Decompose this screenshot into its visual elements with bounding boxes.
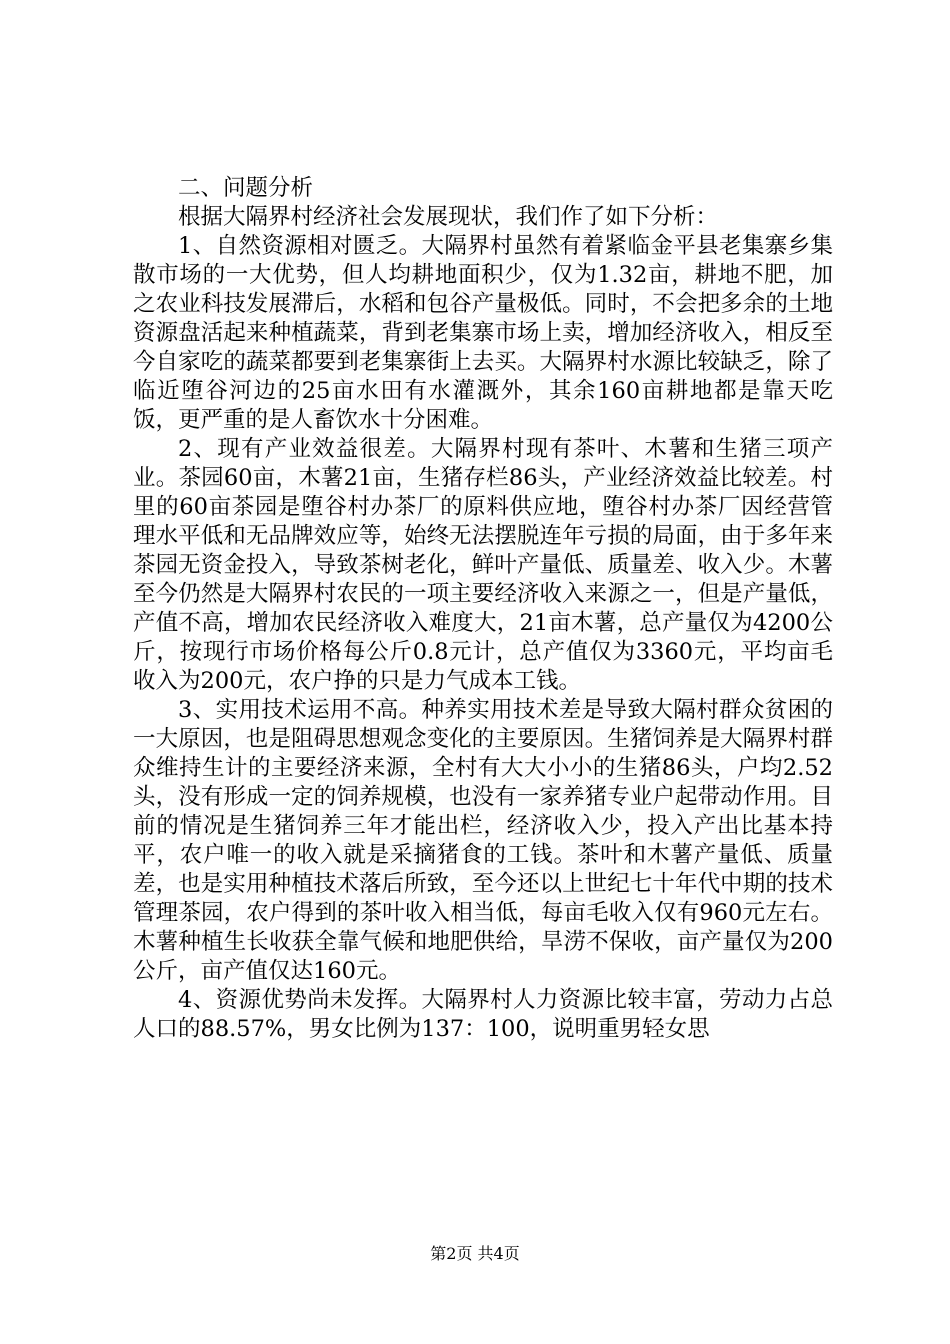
paragraph-industry-benefits: 2、现有产业效益很差。大隔界村现有茶叶、木薯和生猪三项产业。茶园60亩，木薯21亩，生猪存栏86头，产业经济效益比较差。村里的60亩茶园是堕谷村办茶厂的原料供应地，堕谷村办茶厂因经营管理水平低和无品牌效应等，始终无法摆脱连年亏损的局面，由于多年来茶园无资金投入，导致茶树老化，鲜叶产量低、质量差、收入少。木薯至今仍然是大隔界村农民的一项主要经济收入来源之一，但是产量低，产值不高，增加农民经济收入难度大，21亩木薯，总产量仅为4200公斤，按现行市场价格每公斤0.8元计，总产值仅为3360元，平均亩毛收入为200元，农户挣的只是力气成本工钱。 — [133, 436, 833, 694]
section-heading: 二、问题分析 — [178, 175, 314, 201]
paragraph-resource-advantages: 4、资源优势尚未发挥。大隔界村人力资源比较丰富，劳动力占总人口的88.57%，男女比例为137：100，说明重男轻女思 — [133, 987, 833, 1042]
page-footer: 第2页 共4页 — [430, 1244, 520, 1263]
paragraph-practical-technology: 3、实用技术运用不高。种养实用技术差是导致大隔村群众贫困的一大原因，也是阻碍思想观念变化的主要原因。生猪饲养是大隔界村群众维持生计的主要经济来源，全村有大大小小的生猪86头，户均2.52头，没有形成一定的饲养规模，也没有一家养猪专业户起带动作用。目前的情况是生猪饲养三年才能出栏，经济收入少，投入产出比基本持平，农户唯一的收入就是采摘猪食的工钱。茶叶和木薯产量低、质量差，也是实用种植技术落后所致，至今还以上世纪七十年代中期的技术管理茶园，农户得到的茶叶收入相当低，每亩毛收入仅有960元左右。木薯种植生长收获全靠气候和地肥供给，旱涝不保收，亩产量仅为200公斤，亩产值仅达160元。 — [133, 697, 833, 984]
document-body — [133, 174, 833, 1044]
intro-paragraph: 根据大隔界村经济社会发展现状，我们作了如下分析： — [178, 204, 719, 230]
paragraph-natural-resources: 1、自然资源相对匮乏。大隔界村虽然有着紧临金平县老集寨乡集散市场的一大优势，但人均耕地面积少，仅为1.32亩，耕地不肥，加之农业科技发展滞后，水稻和包谷产量极低。同时，不会把多余的土地资源盘活起来种植蔬菜，背到老集寨市场上卖，增加经济收入，相反至今自家吃的蔬菜都要到老集寨街上去买。大隔界村水源比较缺乏，除了临近堕谷河边的25亩水田有水灌溉外，其余160亩耕地都是靠天吃饭，更严重的是人畜饮水十分困难。 — [133, 233, 833, 433]
